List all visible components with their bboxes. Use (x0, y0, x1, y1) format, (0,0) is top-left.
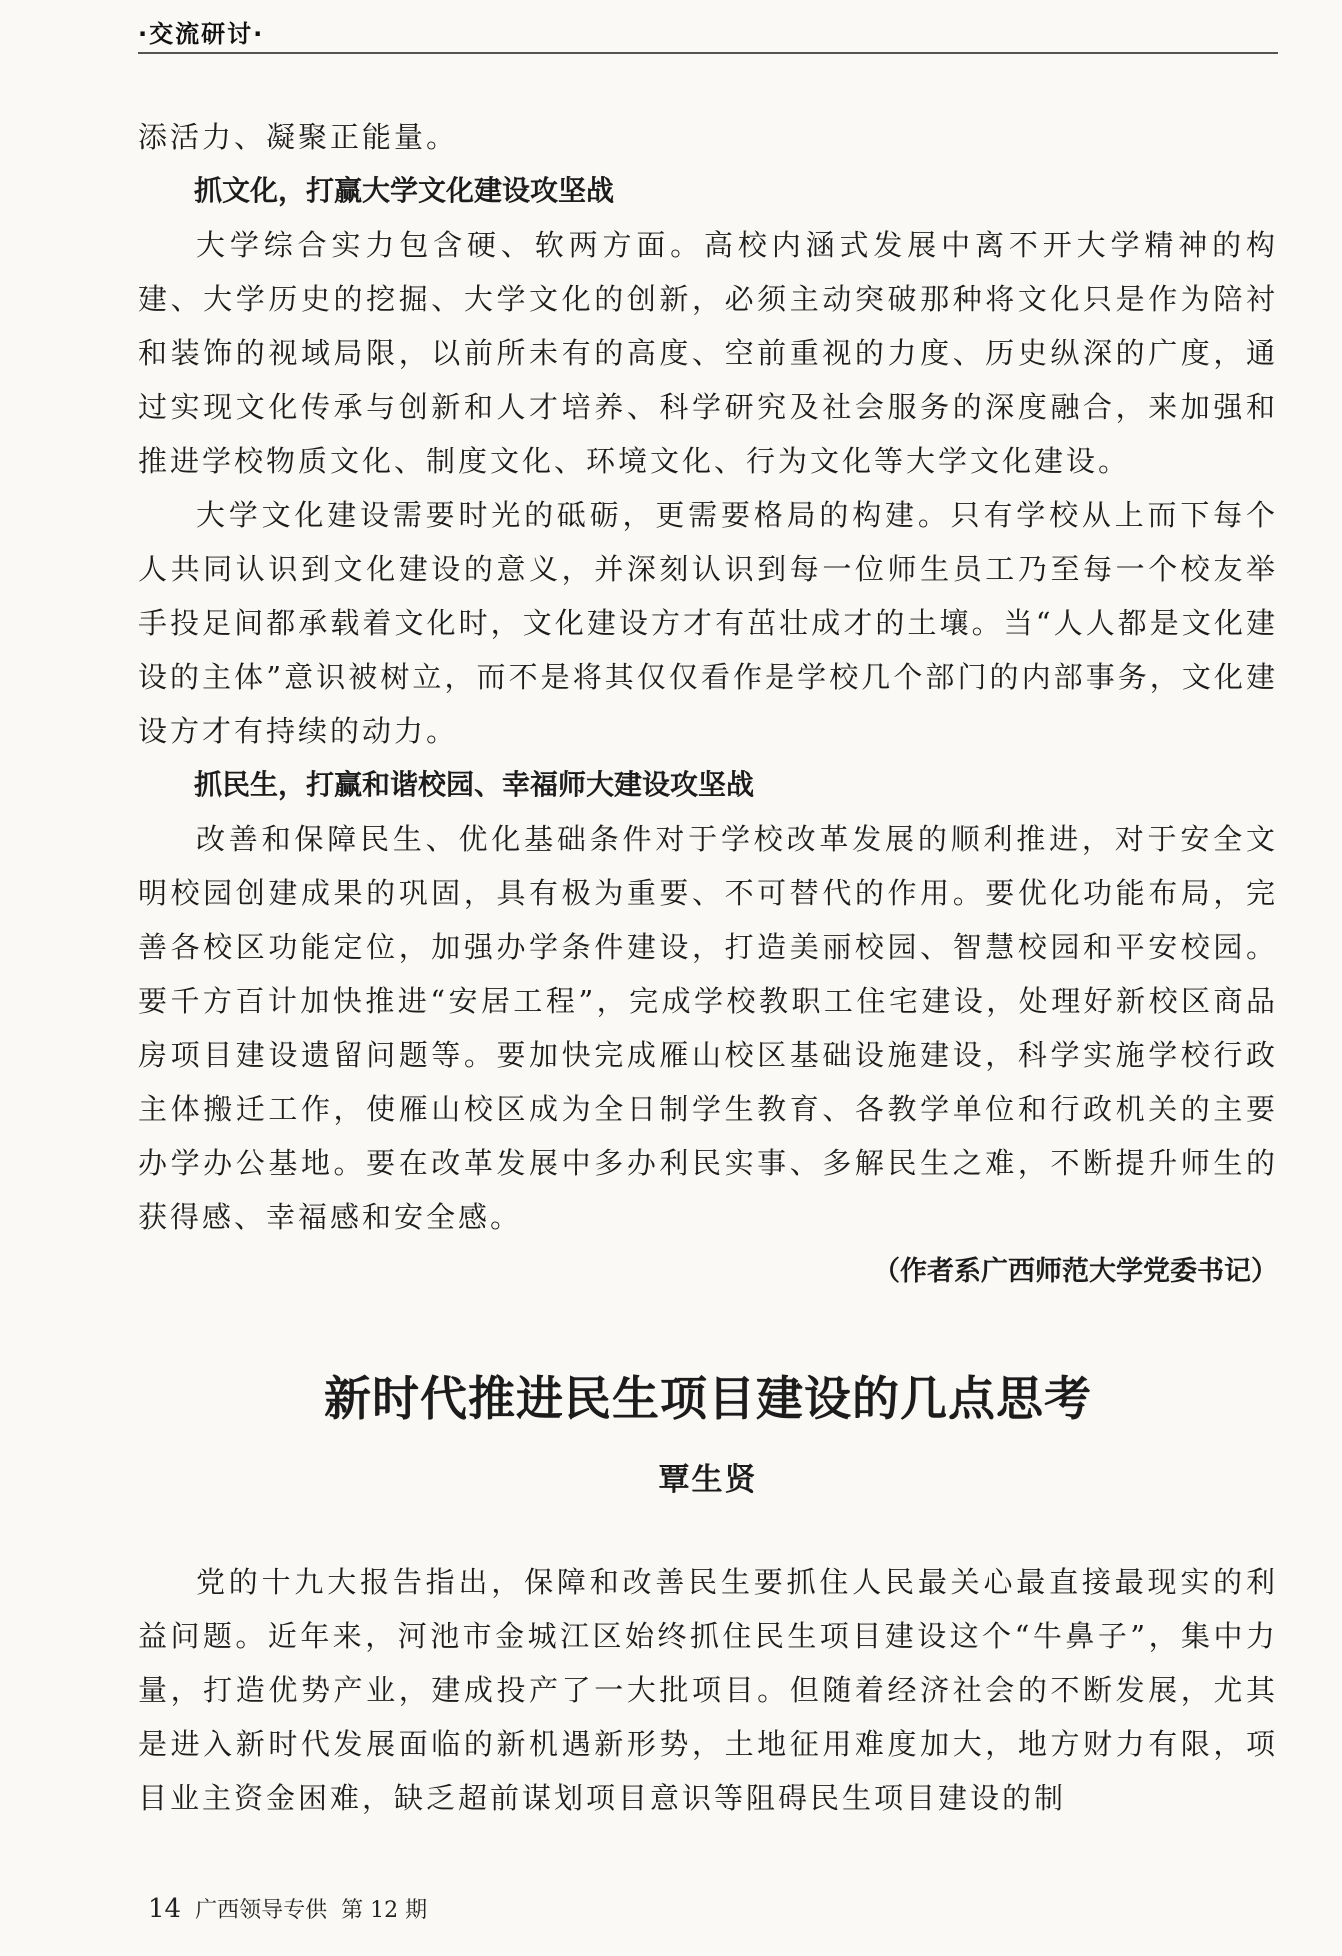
article2-body (138, 1555, 1278, 1825)
header-divider (138, 52, 1278, 54)
page-number: 14 (148, 1894, 182, 1924)
article1-body (138, 110, 1278, 1300)
paragraph: 改善和保障民生、优化基础条件对于学校改革发展的顺利推进，对于安全文明校园创建成果的巩固，具有极为重要、不可替代的作用。要优化功能布局，完善各校区功能定位，加强办学条件建设，打造美丽校园、智慧校园和平安校园。要千方百计加快推进“安居工程”，完成学校教职工住宅建设，处理好新校区商品房项目建设遗留问题等。要加快完成雁山校区基础设施建设，科学实施学校行政主体搬迁工作，使雁山校区成为全日制学生教育、各教学单位和行政机关的主要办学办公基地。要在改革发展中多办利民实事、多解民生之难，不断提升师生的获得感、幸福感和安全感。 (138, 822, 1278, 1234)
author-note: （作者系广西师范大学党委书记） (873, 1256, 1278, 1287)
paragraph: 大学综合实力包含硬、软两方面。高校内涵式发展中离不开大学精神的构建、大学历史的挖掘、大学文化的创新，必须主动突破那种将文化只是作为陪衬和装饰的视域局限，以前所未有的高度、空前重视的力度、历史纵深的广度，通过实现文化传承与创新和人才培养、科学研究及社会服务的深度融合，来加强和推进学校物质文化、制度文化、环境文化、行为文化等大学文化建设。 (138, 228, 1278, 478)
page-footer (148, 1893, 427, 1924)
publication-name: 广西领导专供 (195, 1898, 328, 1923)
paragraph: 大学文化建设需要时光的砥砺，更需要格局的构建。只有学校从上而下每个人共同认识到文化建设的意义，并深刻认识到每一位师生员工乃至每一个校友举手投足间都承载着文化时，文化建设方才有茁壮成才的土壤。当“人人都是文化建设的主体”意识被树立，而不是将其仅仅看作是学校几个部门的内部事务，文化建设方才有持续的动力。 (138, 498, 1278, 748)
section-header: ·交流研讨· (138, 20, 265, 48)
article-author: 覃生贤 (658, 1462, 758, 1498)
section-livelihood-title: 抓民生，打赢和谐校园、幸福师大建设攻坚战 (194, 768, 755, 801)
issue-number: 第 12 期 (341, 1898, 428, 1923)
article-title: 新时代推进民生项目建设的几点思考 (324, 1372, 1092, 1427)
opening-line: 添活力、凝聚正能量。 (138, 120, 459, 154)
paragraph: 党的十九大报告指出，保障和改善民生要抓住人民最关心最直接最现实的利益问题。近年来，河池市金城江区始终抓住民生项目建设这个“牛鼻子”，集中力量，打造优势产业，建成投产了一大批项目。但随着经济社会的不断发展，尤其是进入新时代发展面临的新机遇新形势，土地征用难度加大，地方财力有限，项目业主资金困难，缺乏超前谋划项目意识等阻碍民生项目建设的制 (138, 1565, 1278, 1815)
section-culture-title: 抓文化，打赢大学文化建设攻坚战 (194, 174, 615, 207)
